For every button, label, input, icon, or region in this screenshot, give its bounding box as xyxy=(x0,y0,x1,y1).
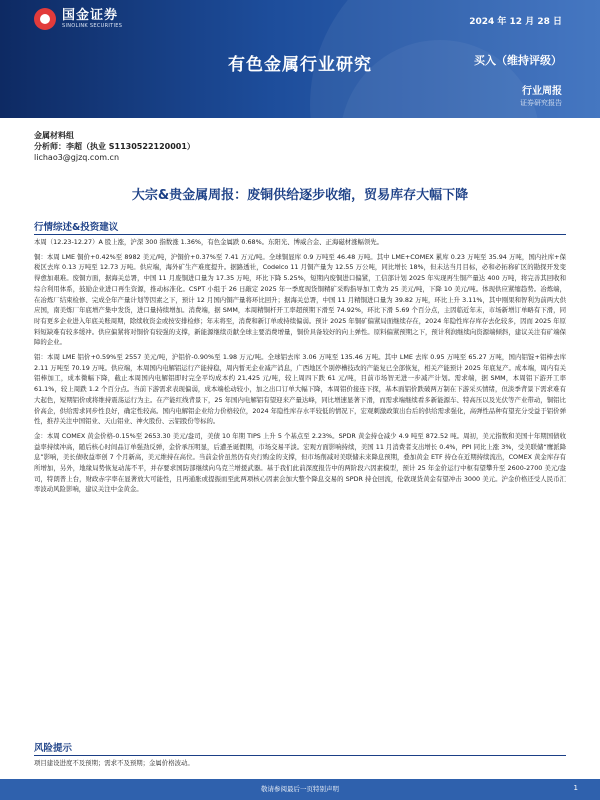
report-date: 2024 年 12 月 28 日 xyxy=(469,17,562,27)
report-subtitle: 证券研究报告 xyxy=(520,99,562,107)
paragraph-risk: 项目建设进度不及预期；需求不及预期；金属价格波动。 xyxy=(34,759,194,767)
section-heading: 风险提示 xyxy=(34,740,566,756)
paragraph-gold: 金：本周 COMEX 黄金价格-0.15%至 2653.30 美元/盎司，美债 10 年期 TIPS 上升 5 个基点至 2.23%。SPDR 黄金持仓减少 4.9 吨至 872.52 吨。周初，美元指数和美国十年期国债收益率持续冲高，随后核心时间品订单强劲反弹，金价承压明显，后遭圣诞假期，市场交易平淡。宏观方面影响持续，美国 11 月消费者支出增长 0.4%，PPI 同比上涨 3%，受美联储“鹰派降息”影响，美长债收益率创 7 个月新高，美元维持在高位。当前金价虽然仍有央行购金的支撑，但市场削减对美联储未来降息预期，叠加黄金 ETF 持仓在近期持续流出，COMEX 黄金库存有所增加，另外，地缘局势恢复动荡不平，并存要求国防部继续向乌克兰增援武器。基于我们此前深度报告中的两阶段六因素模型，预计 25 年金价运行中枢有望攀升至 2600-2700 美元/盎司，特朗普上台，财政赤字率在显著放大可能性，且再通胀或提振而至此两项核心因素会加大整个降息交易的 SPDR 持仓回流，伦敦现货黄金有望冲击 3000 美元。沪金价格还受人民币汇率波动风险影响，建议关注中金黄金。 xyxy=(34,431,566,494)
page-footer xyxy=(0,779,600,800)
report-type: 行业周报 xyxy=(522,86,562,97)
paragraph-copper: 铜：本周 LME 铜价+0.42%至 8982 美元/吨，沪铜价+0.37%至 7.41 万元/吨。全球铜显库 0.9 万吨至 46.48 万吨。其中 LME+COMEX 累库 0.23 万吨至 35.94 万吨，国内社库+保税区去库 0.13 万吨至 12.73 万吨。供应端，海外矿生产难度提升。据路透社，Codelco 11 月铜产量为 12.55 万公吨，同比增长 18%，但未达当月目标，必和必拓称矿区的勘探开发变得愈加艰难。废铜方面，据海关总署，中国 11 月废铜进口量为 17.35 万吨，环比下降 5.25%，短期内废铜进口偏紧，工信部计划 2025 年实现再生铜产量达 400 万吨，将完善其回收和综合利用体系，鼓励企业进口再生资源，推动标准化。CSPT 小组于 26 日敲定 2025 年一季度现货铜精矿采购指导加工费为 25 美元/吨，下降 10 美元/吨。体现供应紧缩趋势。冶炼端，在冶炼厂结束检修、完成全年产量计划等因素之下，预计 12 月国内铜产量将环比回升；据海关总署，中国 11 月精铜进口量为 39.82 万吨，环比上升 3.11%，其中刚果和智利为前两大供应国，南美炼厂年底增产集中发货，进口量持续增加。消费端，据 SMM，本周精铜杆开工率超预期下滑至 74.92%，环比下滑 5.69 个百分点，主因临近年末，市场新增订单略有下滑，同时有更多企业进入年底关账周期，除续收资金或按安排检修；年末将至，消费和新订单或持续偏弱。预计 2025 年铜矿偏紧局面继续存在，2024 年隐性库存库存去化较多，因而 2025 年原料短缺难有较多缓冲。供应偏紧将对铜价有较强的支撑，新能源继续贡献全球主要消费增量，铜价具备较好的向上弹性。原料偏紧预期之下，预计利润继续向资源端倾斜，建议关注有矿端保障的企业。 xyxy=(34,252,566,347)
analyst-name: 分析师：李超（执业 S1130522120001） xyxy=(34,142,195,151)
report-title: 大宗&贵金属周报：废铜供给逐步收缩，贸易库存大幅下降 xyxy=(131,188,469,203)
analyst-info xyxy=(34,130,195,163)
team-name: 金属材料组 xyxy=(34,131,74,140)
risk-section xyxy=(34,740,566,769)
rating-badge: 买入（维持评级） xyxy=(474,54,562,67)
section-heading: 行情综述&投资建议 xyxy=(34,219,566,235)
disclaimer-link[interactable]: 敬请参阅最后一页特别声明 xyxy=(261,785,339,793)
page-number: 1 xyxy=(573,784,578,792)
industry-title: 有色金属行业研究 xyxy=(228,55,372,75)
header-banner xyxy=(0,0,600,118)
logo-name-en: SINOLINK SECURITIES xyxy=(62,22,123,29)
company-logo xyxy=(34,8,122,30)
summary-section xyxy=(34,219,566,495)
paragraph-aluminum: 铝：本周 LME 铝价+0.59%至 2557 美元/吨，沪铝价-0.90%至 1.98 万元/吨。全球铝去库 3.06 万吨至 135.46 万吨。其中 LME 去库 0.95 万吨至 65.27 万吨，国内铝锭+铝棒去库 2.11 万吨至 70.19 万吨。供应端，本周国内电解铝运行产能持稳，周内暂无企业减产消息，广西地区个别停槽技改的产能复已全部恢复，相关产能预计 2025 年底复产。成本端，周内有关铝棒加工，成本微幅下降，截止本周国内电解铝即时完全平均成本约 21,425 元/吨，较上周四下跌 61 元/吨，目前市场智无进一步减产计划。需求端，据 SMM，本周铝下游开工率 61.1%，较上周跌 1.2 个百分点。当前下游需求表现偏弱，成本端松动较小，加之出口订单大幅下降，本周铝价接连下探，基本面铝价跌破两万制在下游采买情绪，但淡季背景下需求难有大起色，短期铝价或将维持震荡运行为主。在产能红线背景下，25 年国内电解铝有望迎来产量达峰，同比增速显著下滑，而需求端继续看多新能源车、特高压以及光伏等产业带动，铜铝比价高企，供给需求同步性良好，确定性较高。国内电解铝企业给力价格较位，2024 年隐性库存水平较低的情况下，宏观刺激政策出台后的供给需求强化，高弹性品种有望充分受益于铝价弹性，推荐关注中国铝业、天山铝业、神火股份、云铝股份等标的。 xyxy=(34,353,566,426)
analyst-email: lichao3@gjzq.com.cn xyxy=(34,153,120,162)
logo-name-cn: 国金证券 xyxy=(62,7,119,23)
logo-icon xyxy=(34,8,56,30)
paragraph-market: 本周（12.23-12.27）A 股上涨，沪深 300 指数涨 1.36%，有色金属跌 0.68%。东阳光、博威合金、正海磁材涨幅领先。 xyxy=(34,238,384,246)
